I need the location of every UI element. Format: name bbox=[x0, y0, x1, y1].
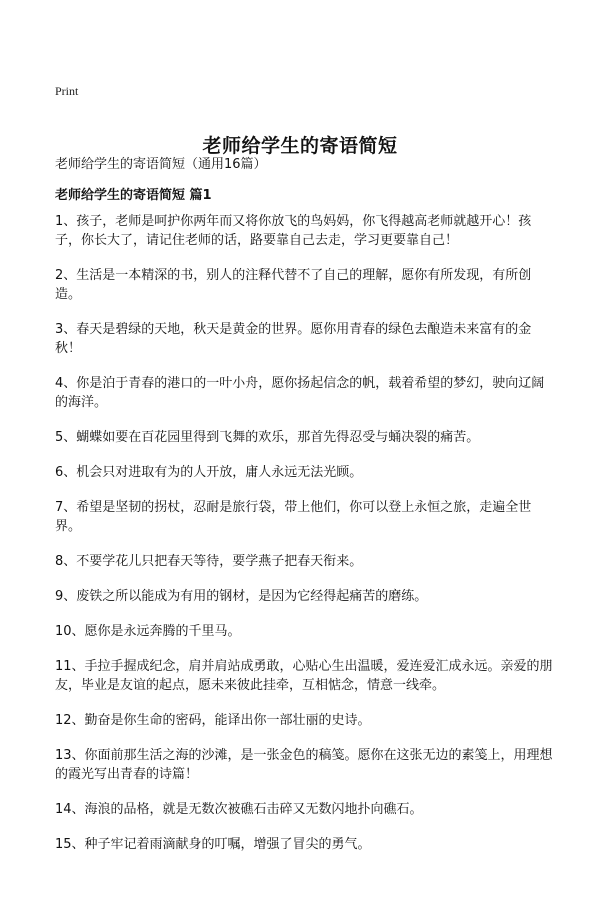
print-link[interactable]: Print bbox=[55, 84, 79, 98]
list-item: 10、愿你是永远奔腾的千里马。 bbox=[55, 624, 241, 639]
list-item: 13、你面前那生活之海的沙滩，是一张金色的稿笺。愿你在这张无边的素笺上，用理想的霞光写出青春的诗篇！ bbox=[55, 748, 553, 782]
list-item: 5、蝴蝶如要在百花园里得到飞舞的欢乐，那首先得忍受与蛹决裂的痛苦。 bbox=[55, 430, 480, 445]
quote-list bbox=[55, 212, 555, 870]
list-item: 12、勤奋是你生命的密码，能译出你一部壮丽的史诗。 bbox=[55, 713, 371, 728]
list-item: 8、不要学花儿只把春天等待，要学燕子把春天衔来。 bbox=[55, 554, 363, 569]
list-item: 15、种子牢记着雨滴献身的叮嘱，增强了冒尖的勇气。 bbox=[55, 837, 371, 852]
list-item: 3、春天是碧绿的天地，秋天是黄金的世界。愿你用青春的绿色去酿造未来富有的金秋！ bbox=[55, 322, 532, 356]
list-item: 1、孩子，老师是呵护你两年而又将你放飞的鸟妈妈，你飞得越高老师就越开心！孩子，你长大了，请记住老师的话，路要靠自己去走，学习更要靠自己！ bbox=[55, 214, 532, 248]
list-item: 6、机会只对进取有为的人开放，庸人永远无法光顾。 bbox=[55, 465, 363, 480]
list-item: 4、你是泊于青春的港口的一叶小舟，愿你扬起信念的帆，载着希望的梦幻，驶向辽阔的海洋。 bbox=[55, 376, 545, 410]
list-item: 2、生活是一本精深的书，别人的注释代替不了自己的理解，愿你有所发现，有所创造。 bbox=[55, 268, 532, 302]
list-item: 14、海浪的品格，就是无数次被礁石击碎又无数闪地扑向礁石。 bbox=[55, 802, 423, 817]
list-item: 11、手拉手握成纪念，肩并肩站成勇敢，心贴心生出温暖，爱连爱汇成永远。亲爱的朋友，毕业是友谊的起点，愿未来彼此挂牵，互相惦念，情意一线牵。 bbox=[55, 659, 553, 693]
list-item: 9、废铁之所以能成为有用的钢材，是因为它经得起痛苦的磨练。 bbox=[55, 589, 428, 604]
page-title: 老师给学生的寄语简短 bbox=[202, 134, 398, 157]
document-subtitle: 老师给学生的寄语简短（通用16篇） bbox=[55, 157, 267, 172]
list-item: 7、希望是坚韧的拐杖，忍耐是旅行袋，带上他们，你可以登上永恒之旅，走遍全世界。 bbox=[55, 500, 532, 534]
section-heading: 老师给学生的寄语简短 篇1 bbox=[55, 188, 212, 203]
